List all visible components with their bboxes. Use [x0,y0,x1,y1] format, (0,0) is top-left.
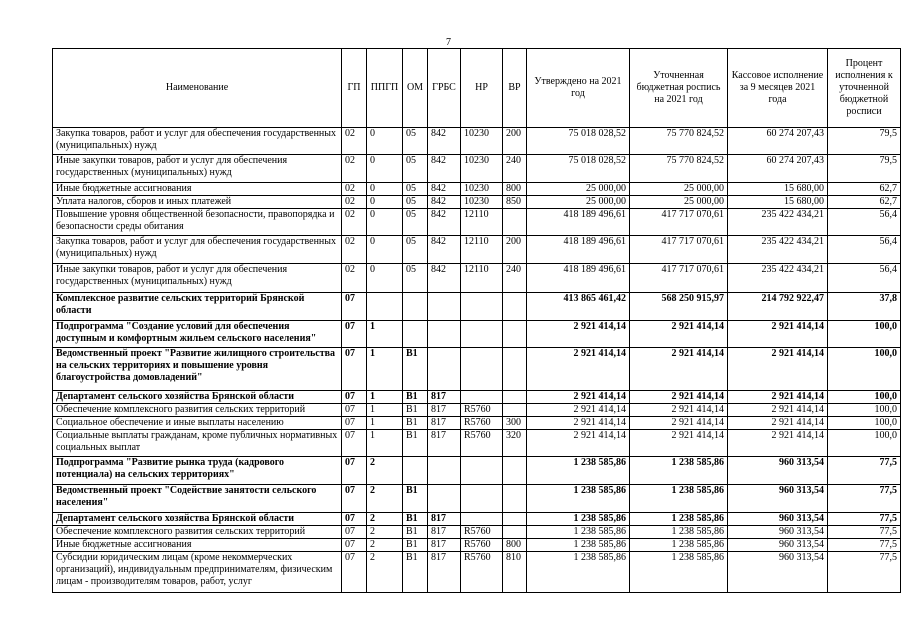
table-row [53,430,901,457]
row-grbs: 842 [428,209,461,236]
row-vr: 300 [503,417,527,430]
row-grbs: 842 [428,128,461,155]
row-vr: 200 [503,236,527,264]
row-name: Закупка товаров, работ и услуг для обеспечения государственных (муниципальных) нужд [53,236,342,264]
row-percent: 56,4 [828,209,901,236]
row-np: 10230 [461,196,503,209]
header-ppgp: ППГП [367,49,403,128]
row-ppgp: 2 [367,485,403,513]
row-om: 05 [403,264,428,293]
row-approved: 418 189 496,61 [527,264,630,293]
row-vr [503,526,527,539]
row-percent: 100,0 [828,391,901,404]
row-om: 05 [403,209,428,236]
row-percent: 77,5 [828,539,901,552]
row-grbs: 817 [428,552,461,593]
row-om: 05 [403,196,428,209]
row-name: Обеспечение комплексного развития сельских территорий [53,526,342,539]
row-approved: 413 865 461,42 [527,293,630,321]
header-cash: Кассовое исполнение за 9 месяцев 2021 года [728,49,828,128]
row-cash: 2 921 414,14 [728,321,828,348]
header-gp: ГП [342,49,367,128]
table-row [53,526,901,539]
row-percent: 100,0 [828,321,901,348]
row-vr: 200 [503,128,527,155]
table-row [53,236,901,264]
row-name: Субсидии юридическим лицам (кроме некоммерческих организаций), индивидуальным предпринимателям, физическим лицам - производителям товаров, работ, услуг [53,552,342,593]
row-vr [503,209,527,236]
row-approved: 2 921 414,14 [527,404,630,417]
row-om: В1 [403,526,428,539]
row-ppgp: 0 [367,128,403,155]
row-om: 05 [403,183,428,196]
row-grbs: 842 [428,264,461,293]
row-gp: 07 [342,404,367,417]
row-ppgp: 2 [367,457,403,485]
row-vr [503,348,527,391]
row-vr [503,391,527,404]
row-name: Подпрограмма "Создание условий для обеспечения доступным и комфортным жильем сельского населения" [53,321,342,348]
row-name: Иные бюджетные ассигнования [53,183,342,196]
row-vr: 850 [503,196,527,209]
header-grbs: ГРБС [428,49,461,128]
row-refined: 75 770 824,52 [630,155,728,183]
table-row [53,552,901,593]
row-percent: 62,7 [828,183,901,196]
row-vr [503,457,527,485]
row-om: В1 [403,348,428,391]
row-refined: 25 000,00 [630,183,728,196]
row-approved: 1 238 585,86 [527,457,630,485]
row-vr: 800 [503,539,527,552]
row-refined: 1 238 585,86 [630,539,728,552]
row-grbs: 817 [428,404,461,417]
table-row [53,404,901,417]
row-approved: 418 189 496,61 [527,236,630,264]
row-percent: 56,4 [828,264,901,293]
row-approved: 2 921 414,14 [527,321,630,348]
row-approved: 1 238 585,86 [527,552,630,593]
row-approved: 25 000,00 [527,183,630,196]
row-percent: 77,5 [828,526,901,539]
table-row [53,391,901,404]
row-refined: 568 250 915,97 [630,293,728,321]
row-np: 10230 [461,155,503,183]
table-row [53,417,901,430]
row-om: В1 [403,430,428,457]
row-approved: 2 921 414,14 [527,430,630,457]
row-om: В1 [403,485,428,513]
row-grbs: 842 [428,236,461,264]
row-percent: 77,5 [828,485,901,513]
row-np [461,485,503,513]
row-refined: 417 717 070,61 [630,264,728,293]
row-gp: 07 [342,321,367,348]
row-ppgp: 2 [367,526,403,539]
row-vr [503,321,527,348]
row-approved: 75 018 028,52 [527,128,630,155]
row-om: В1 [403,513,428,526]
row-ppgp: 1 [367,417,403,430]
row-name: Повышение уровня общественной безопасности, правопорядка и безопасности среды обитания [53,209,342,236]
row-refined: 417 717 070,61 [630,209,728,236]
row-grbs [428,293,461,321]
header-name: Наименование [53,49,342,128]
row-approved: 1 238 585,86 [527,513,630,526]
row-vr: 320 [503,430,527,457]
table-row [53,457,901,485]
row-grbs [428,457,461,485]
row-ppgp: 2 [367,513,403,526]
row-cash: 2 921 414,14 [728,404,828,417]
row-grbs [428,485,461,513]
row-refined: 1 238 585,86 [630,485,728,513]
row-name: Департамент сельского хозяйства Брянской области [53,513,342,526]
row-grbs: 817 [428,391,461,404]
row-ppgp: 1 [367,321,403,348]
row-refined: 1 238 585,86 [630,526,728,539]
row-percent: 79,5 [828,155,901,183]
row-gp: 07 [342,552,367,593]
table-row [53,513,901,526]
row-gp: 02 [342,183,367,196]
row-gp: 02 [342,209,367,236]
row-cash: 960 313,54 [728,457,828,485]
row-gp: 07 [342,430,367,457]
row-gp: 07 [342,457,367,485]
row-refined: 2 921 414,14 [630,391,728,404]
table-row [53,264,901,293]
row-om: 05 [403,128,428,155]
row-np [461,321,503,348]
row-percent: 79,5 [828,128,901,155]
row-name: Ведомственный проект "Развитие жилищного строительства на сельских территориях и повышение уровня благоустройства домовладений" [53,348,342,391]
row-om: В1 [403,539,428,552]
row-refined: 2 921 414,14 [630,348,728,391]
row-name: Уплата налогов, сборов и иных платежей [53,196,342,209]
row-name: Департамент сельского хозяйства Брянской области [53,391,342,404]
row-np: R5760 [461,539,503,552]
table-row [53,348,901,391]
row-om: 05 [403,236,428,264]
row-ppgp: 0 [367,196,403,209]
row-om [403,457,428,485]
row-name: Иные закупки товаров, работ и услуг для обеспечения государственных (муниципальных) нужд [53,264,342,293]
row-percent: 100,0 [828,417,901,430]
row-np: R5760 [461,552,503,593]
table-header [53,49,901,128]
row-gp: 02 [342,236,367,264]
row-vr [503,404,527,417]
header-approved: Утверждено на 2021 год [527,49,630,128]
row-ppgp: 2 [367,552,403,593]
header-refined: Уточненная бюджетная роспись на 2021 год [630,49,728,128]
row-np [461,513,503,526]
row-np: 12110 [461,264,503,293]
table-row [53,155,901,183]
row-cash: 214 792 922,47 [728,293,828,321]
row-np [461,391,503,404]
row-grbs [428,321,461,348]
row-cash: 60 274 207,43 [728,155,828,183]
row-cash: 15 680,00 [728,183,828,196]
row-name: Обеспечение комплексного развития сельских территорий [53,404,342,417]
table-row [53,485,901,513]
row-ppgp: 1 [367,391,403,404]
row-grbs: 817 [428,430,461,457]
row-vr: 810 [503,552,527,593]
row-grbs: 842 [428,183,461,196]
table-row [53,128,901,155]
row-vr: 240 [503,155,527,183]
table-row [53,209,901,236]
row-ppgp: 0 [367,155,403,183]
row-ppgp: 0 [367,236,403,264]
row-grbs: 842 [428,155,461,183]
row-refined: 25 000,00 [630,196,728,209]
row-grbs: 817 [428,513,461,526]
row-vr [503,293,527,321]
row-cash: 960 313,54 [728,526,828,539]
row-percent: 37,8 [828,293,901,321]
row-cash: 960 313,54 [728,552,828,593]
row-gp: 02 [342,155,367,183]
row-refined: 75 770 824,52 [630,128,728,155]
row-om: В1 [403,417,428,430]
budget-table [52,48,901,593]
table-row [53,293,901,321]
row-approved: 2 921 414,14 [527,348,630,391]
row-vr: 240 [503,264,527,293]
row-percent: 56,4 [828,236,901,264]
header-percent: Процент исполнения к уточненной бюджетной росписи [828,49,901,128]
row-grbs: 817 [428,417,461,430]
row-grbs [428,348,461,391]
row-name: Комплексное развитие сельских территорий Брянской области [53,293,342,321]
row-gp: 07 [342,293,367,321]
header-np: НР [461,49,503,128]
row-cash: 960 313,54 [728,485,828,513]
row-percent: 100,0 [828,404,901,417]
header-vr: ВР [503,49,527,128]
row-name: Иные закупки товаров, работ и услуг для обеспечения государственных (муниципальных) нужд [53,155,342,183]
row-cash: 60 274 207,43 [728,128,828,155]
row-percent: 62,7 [828,196,901,209]
row-ppgp: 1 [367,348,403,391]
row-np: R5760 [461,404,503,417]
row-percent: 77,5 [828,457,901,485]
row-gp: 07 [342,485,367,513]
row-name: Иные бюджетные ассигнования [53,539,342,552]
row-grbs: 842 [428,196,461,209]
row-np: R5760 [461,526,503,539]
row-refined: 2 921 414,14 [630,417,728,430]
row-refined: 1 238 585,86 [630,552,728,593]
row-np [461,457,503,485]
row-vr [503,513,527,526]
row-percent: 77,5 [828,552,901,593]
row-approved: 2 921 414,14 [527,417,630,430]
row-gp: 07 [342,417,367,430]
row-cash: 2 921 414,14 [728,391,828,404]
row-refined: 1 238 585,86 [630,513,728,526]
row-gp: 07 [342,513,367,526]
row-approved: 1 238 585,86 [527,485,630,513]
row-approved: 2 921 414,14 [527,391,630,404]
row-om: В1 [403,552,428,593]
row-cash: 960 313,54 [728,513,828,526]
row-approved: 1 238 585,86 [527,539,630,552]
row-percent: 77,5 [828,513,901,526]
row-approved: 25 000,00 [527,196,630,209]
row-om [403,321,428,348]
row-vr: 800 [503,183,527,196]
table-row [53,539,901,552]
row-np: 10230 [461,128,503,155]
row-gp: 07 [342,391,367,404]
row-np: 12110 [461,209,503,236]
row-percent: 100,0 [828,348,901,391]
row-name: Социальные выплаты гражданам, кроме публичных нормативных социальных выплат [53,430,342,457]
row-refined: 2 921 414,14 [630,404,728,417]
row-ppgp: 1 [367,430,403,457]
row-gp: 02 [342,196,367,209]
table-body [53,128,901,593]
row-gp: 02 [342,128,367,155]
row-percent: 100,0 [828,430,901,457]
row-gp: 07 [342,539,367,552]
row-np [461,348,503,391]
table-row [53,183,901,196]
row-cash: 2 921 414,14 [728,430,828,457]
row-np: R5760 [461,417,503,430]
row-cash: 960 313,54 [728,539,828,552]
page-number: 7 [446,37,451,48]
row-name: Закупка товаров, работ и услуг для обеспечения государственных (муниципальных) нужд [53,128,342,155]
row-refined: 1 238 585,86 [630,457,728,485]
row-approved: 418 189 496,61 [527,209,630,236]
row-gp: 07 [342,526,367,539]
row-om: В1 [403,404,428,417]
row-ppgp: 0 [367,183,403,196]
row-cash: 235 422 434,21 [728,264,828,293]
row-ppgp: 2 [367,539,403,552]
row-cash: 235 422 434,21 [728,236,828,264]
row-gp: 07 [342,348,367,391]
row-np: R5760 [461,430,503,457]
row-om: В1 [403,391,428,404]
table-row [53,196,901,209]
row-refined: 2 921 414,14 [630,430,728,457]
row-ppgp [367,293,403,321]
row-name: Подпрограмма "Развитие рынка труда (кадрового потенциала) на сельских территориях" [53,457,342,485]
row-approved: 1 238 585,86 [527,526,630,539]
row-grbs: 817 [428,526,461,539]
row-refined: 2 921 414,14 [630,321,728,348]
table-row [53,321,901,348]
row-cash: 15 680,00 [728,196,828,209]
row-name: Социальное обеспечение и иные выплаты населению [53,417,342,430]
row-ppgp: 0 [367,209,403,236]
row-ppgp: 1 [367,404,403,417]
row-np [461,293,503,321]
row-name: Ведомственный проект "Содействие занятости сельского населения" [53,485,342,513]
header-om: ОМ [403,49,428,128]
row-refined: 417 717 070,61 [630,236,728,264]
row-np: 10230 [461,183,503,196]
row-om [403,293,428,321]
row-cash: 2 921 414,14 [728,348,828,391]
row-om: 05 [403,155,428,183]
row-vr [503,485,527,513]
row-grbs: 817 [428,539,461,552]
row-cash: 2 921 414,14 [728,417,828,430]
row-cash: 235 422 434,21 [728,209,828,236]
row-approved: 75 018 028,52 [527,155,630,183]
row-gp: 02 [342,264,367,293]
row-ppgp: 0 [367,264,403,293]
row-np: 12110 [461,236,503,264]
